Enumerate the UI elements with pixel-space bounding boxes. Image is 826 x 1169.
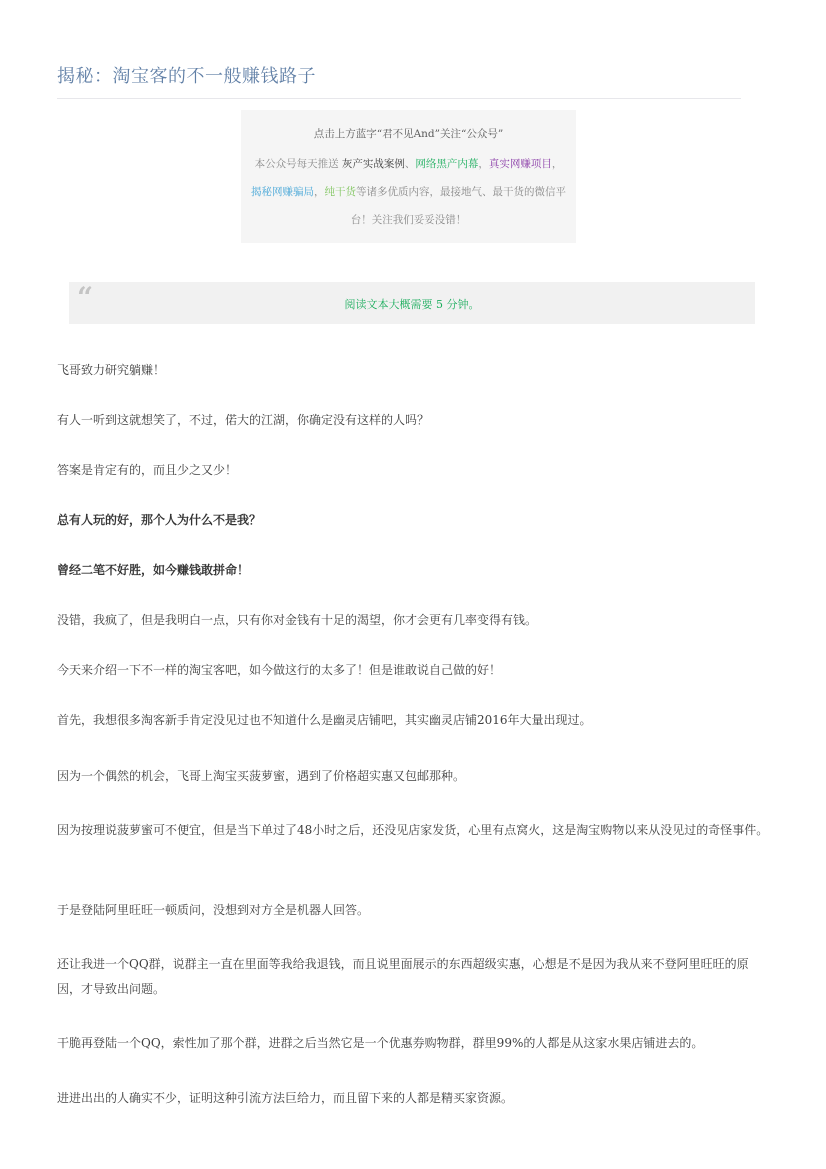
article-paragraph: 首先，我想很多淘客新手肯定没见过也不知道什么是幽灵店铺吧，其实幽灵店铺2016年大量出现过。 — [57, 713, 592, 727]
notice-topic-gray-industry: 灰产实战案例 — [341, 158, 405, 170]
reading-time-quote — [69, 282, 755, 324]
quote-mark-icon: “ — [77, 281, 94, 314]
article-paragraph: 曾经二笔不好胜，如今赚钱敢拼命！ — [57, 563, 250, 577]
notice-description — [251, 150, 566, 234]
notice-separator: ， — [551, 158, 563, 170]
notice-topic-real-projects: 真实网赚项目 — [488, 158, 552, 170]
article-paragraph: 今天来介绍一下不一样的淘宝客吧，如今做这行的太多了！但是谁敢说自己做的好！ — [57, 663, 502, 677]
notice-separator: ， — [478, 158, 489, 170]
reading-time-text: 阅读文本大概需要 5 分钟。 — [344, 298, 480, 311]
article-paragraph: 还让我进一个QQ群，说群主一直在里面等我给我退钱，而且说里面展示的东西超级实惠，心想是不是因为我从来不登阿里旺旺的原因，才导致出问题。 — [57, 957, 749, 996]
article-paragraph: 因为一个偶然的机会，飞哥上淘宝买菠萝蜜，遇到了价格超实惠又包邮那种。 — [57, 769, 466, 783]
follow-notice-box — [241, 110, 576, 243]
notice-intro: 本公众号每天推送 — [254, 158, 339, 170]
article-paragraph: 因为按理说菠萝蜜可不便宜，但是当下单过了48小时之后，还没见店家发货，心里有点窝火，这是淘宝购物以来从没见过的奇怪事件。 — [57, 823, 769, 837]
article-paragraph: 干脆再登陆一个QQ，索性加了那个群，进群之后当然它是一个优惠券购物群，群里99%的人都是从这家水果店铺进去的。 — [57, 1036, 704, 1050]
follow-prompt: 点击上方蓝字“君不见And”关注“公众号” — [313, 128, 504, 140]
notice-outro: 等诸多优质内容，最接地气、最干货的微信平台！关注我们妥妥没错！ — [350, 186, 566, 226]
notice-topic-black-market: 网络黑产内幕 — [415, 158, 479, 170]
notice-topic-scams: 揭秘网赚骗局 — [251, 186, 314, 198]
article-paragraph: 答案是肯定有的，而且少之又少！ — [57, 463, 238, 477]
article-paragraph: 有人一听到这就想笑了，不过，偌大的江湖，你确定没有这样的人吗？ — [57, 413, 430, 427]
article-title: 揭秘：淘宝客的不一般赚钱路子 — [57, 66, 316, 87]
article-paragraph: 于是登陆阿里旺旺一顿质问，没想到对方全是机器人回答。 — [57, 903, 370, 917]
title-divider — [57, 98, 741, 99]
article-paragraph: 总有人玩的好，那个人为什么不是我？ — [57, 513, 262, 527]
notice-separator: 、 — [404, 158, 416, 170]
article-paragraph: 飞哥致力研究躺赚！ — [57, 363, 166, 377]
notice-separator: ， — [314, 186, 325, 198]
article-paragraph: 没错，我疯了，但是我明白一点，只有你对金钱有十足的渴望，你才会更有几率变得有钱。 — [57, 613, 538, 627]
article-paragraph: 进进出出的人确实不少，证明这种引流方法巨给力，而且留下来的人都是精买家资源。 — [57, 1091, 514, 1105]
notice-topic-pure-content: 纯干货 — [324, 186, 356, 198]
